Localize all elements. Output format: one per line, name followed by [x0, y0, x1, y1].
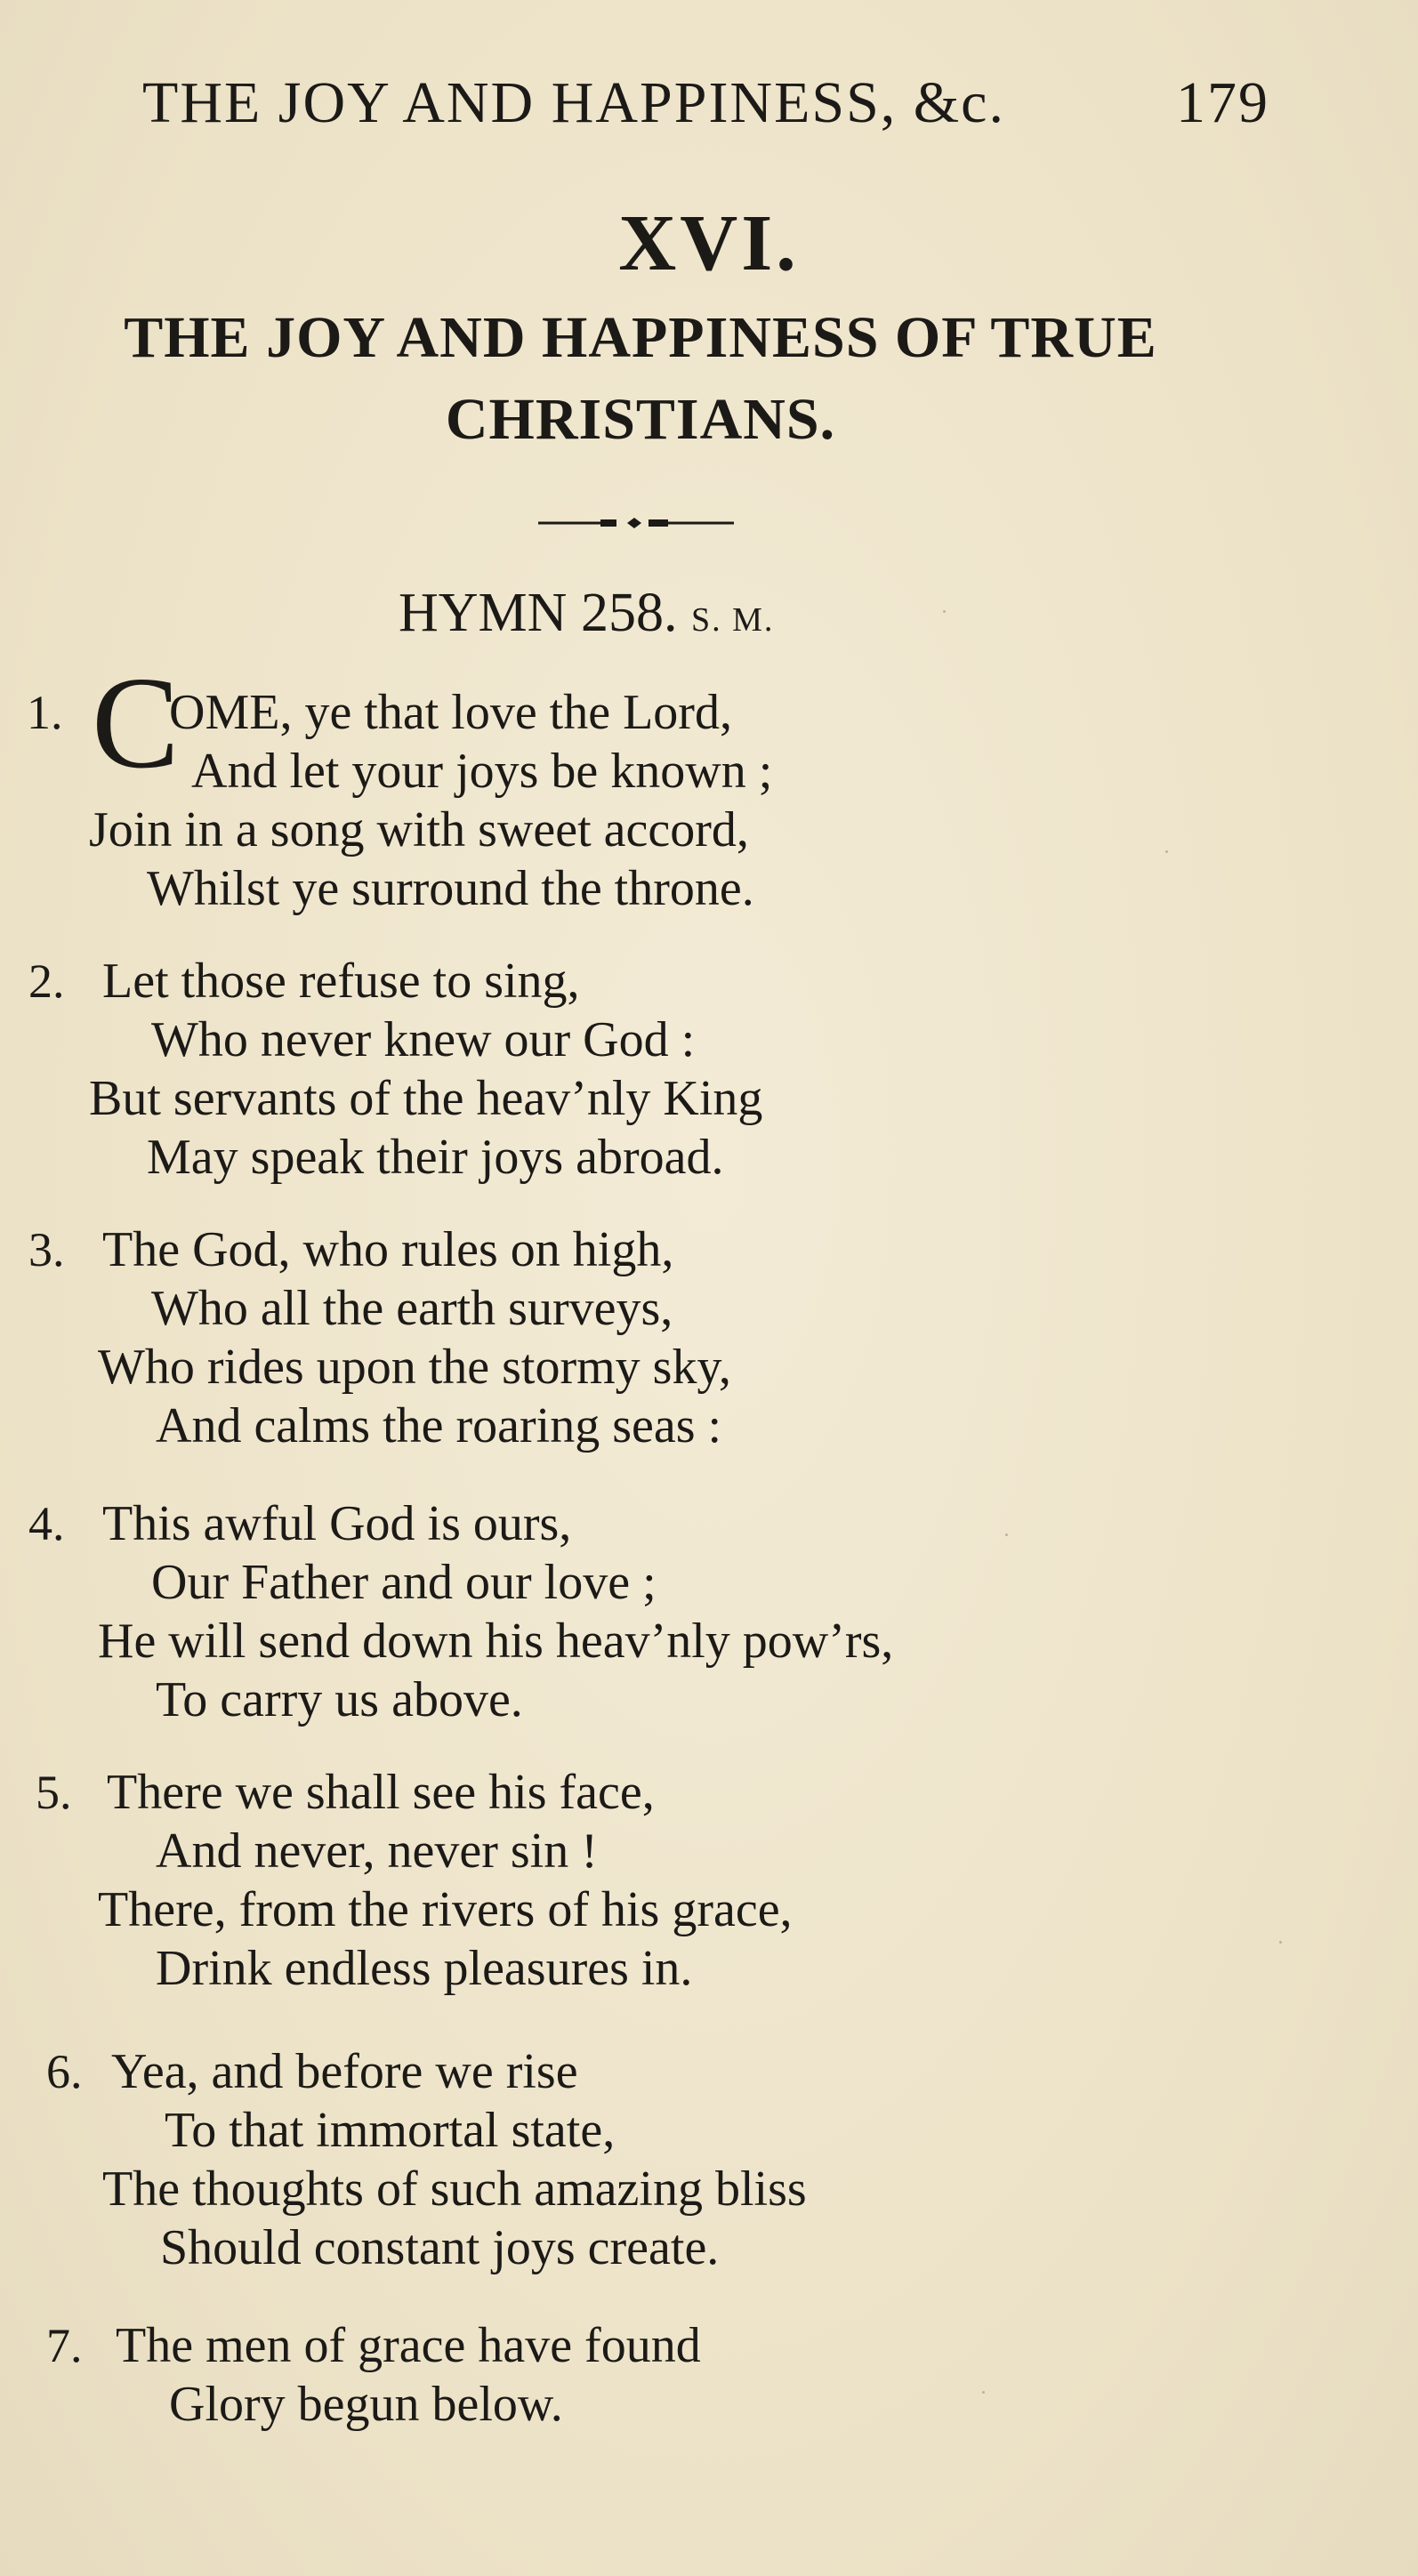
paper-speck — [1165, 850, 1168, 853]
verse-line: And never, never sin ! — [156, 1823, 598, 1879]
section-number: XVI. — [618, 199, 800, 287]
verse-line: Who all the earth surveys, — [151, 1281, 673, 1336]
chapter-title — [0, 297, 1281, 461]
page-number: 179 — [1176, 70, 1269, 135]
verse-line: May speak their joys abroad. — [147, 1130, 724, 1185]
verse-number: 2. — [28, 954, 65, 1008]
verse-line: And calms the roaring seas : — [156, 1398, 722, 1453]
verse-number: 1. — [27, 686, 63, 739]
hymn-meter: S. M. — [690, 601, 775, 639]
verse-number: 4. — [28, 1497, 65, 1550]
verse-line: He will send down his heav’nly pow’rs, — [98, 1614, 894, 1669]
verse-number: 7. — [46, 2319, 83, 2372]
verse-line: Glory begun below. — [169, 2377, 563, 2432]
verse-number: 3. — [28, 1223, 65, 1276]
paper-speck — [1005, 1534, 1008, 1536]
verse-number: 6. — [46, 2045, 83, 2098]
verse-line: The men of grace have found — [116, 2318, 701, 2373]
paper-speck — [1279, 1941, 1282, 1944]
verse-line: Yea, and before we rise — [111, 2044, 578, 2099]
verse-line: OME, ye that love the Lord, — [169, 685, 732, 740]
verse-line: Whilst ye surround the throne. — [147, 861, 754, 916]
verse-line: Let those refuse to sing, — [102, 954, 580, 1009]
verse-line: To carry us above. — [156, 1672, 523, 1727]
verse-line: And let your joys be known ; — [191, 744, 773, 799]
paper-speck — [943, 610, 946, 613]
verse-line: Who rides upon the stormy sky, — [98, 1340, 731, 1395]
verse-line: Who never knew our God : — [151, 1012, 696, 1067]
paper-speck — [982, 2391, 985, 2394]
verse-number: 5. — [36, 1766, 72, 1819]
verse-line: There we shall see his face, — [107, 1765, 655, 1820]
verse-line: Join in a song with sweet accord, — [89, 802, 749, 857]
hymn-heading — [399, 582, 774, 645]
verse-line: There, from the rivers of his grace, — [98, 1882, 793, 1937]
running-head-title: THE JOY AND HAPPINESS, &c. — [142, 70, 1005, 135]
chapter-title-line-2: CHRISTIANS. — [445, 387, 836, 452]
verse-line: The God, who rules on high, — [102, 1222, 674, 1277]
verse-line: This awful God is ours, — [102, 1496, 572, 1551]
verse-line: The thoughts of such amazing bliss — [102, 2161, 807, 2217]
verse-line: Our Father and our love ; — [151, 1555, 657, 1610]
chapter-title-line-1: THE JOY AND HAPPINESS OF TRUE — [124, 305, 1157, 370]
verse-line: But servants of the heav’nly King — [89, 1071, 763, 1126]
drop-cap: C — [92, 650, 180, 796]
ornament-rule-icon — [538, 518, 734, 528]
verse-line: Drink endless pleasures in. — [156, 1941, 693, 1996]
hymn-label: HYMN 258. — [399, 583, 678, 643]
verse-line: Should constant joys create. — [160, 2220, 720, 2275]
running-head — [142, 69, 1299, 137]
verse-line: To that immortal state, — [165, 2103, 616, 2158]
